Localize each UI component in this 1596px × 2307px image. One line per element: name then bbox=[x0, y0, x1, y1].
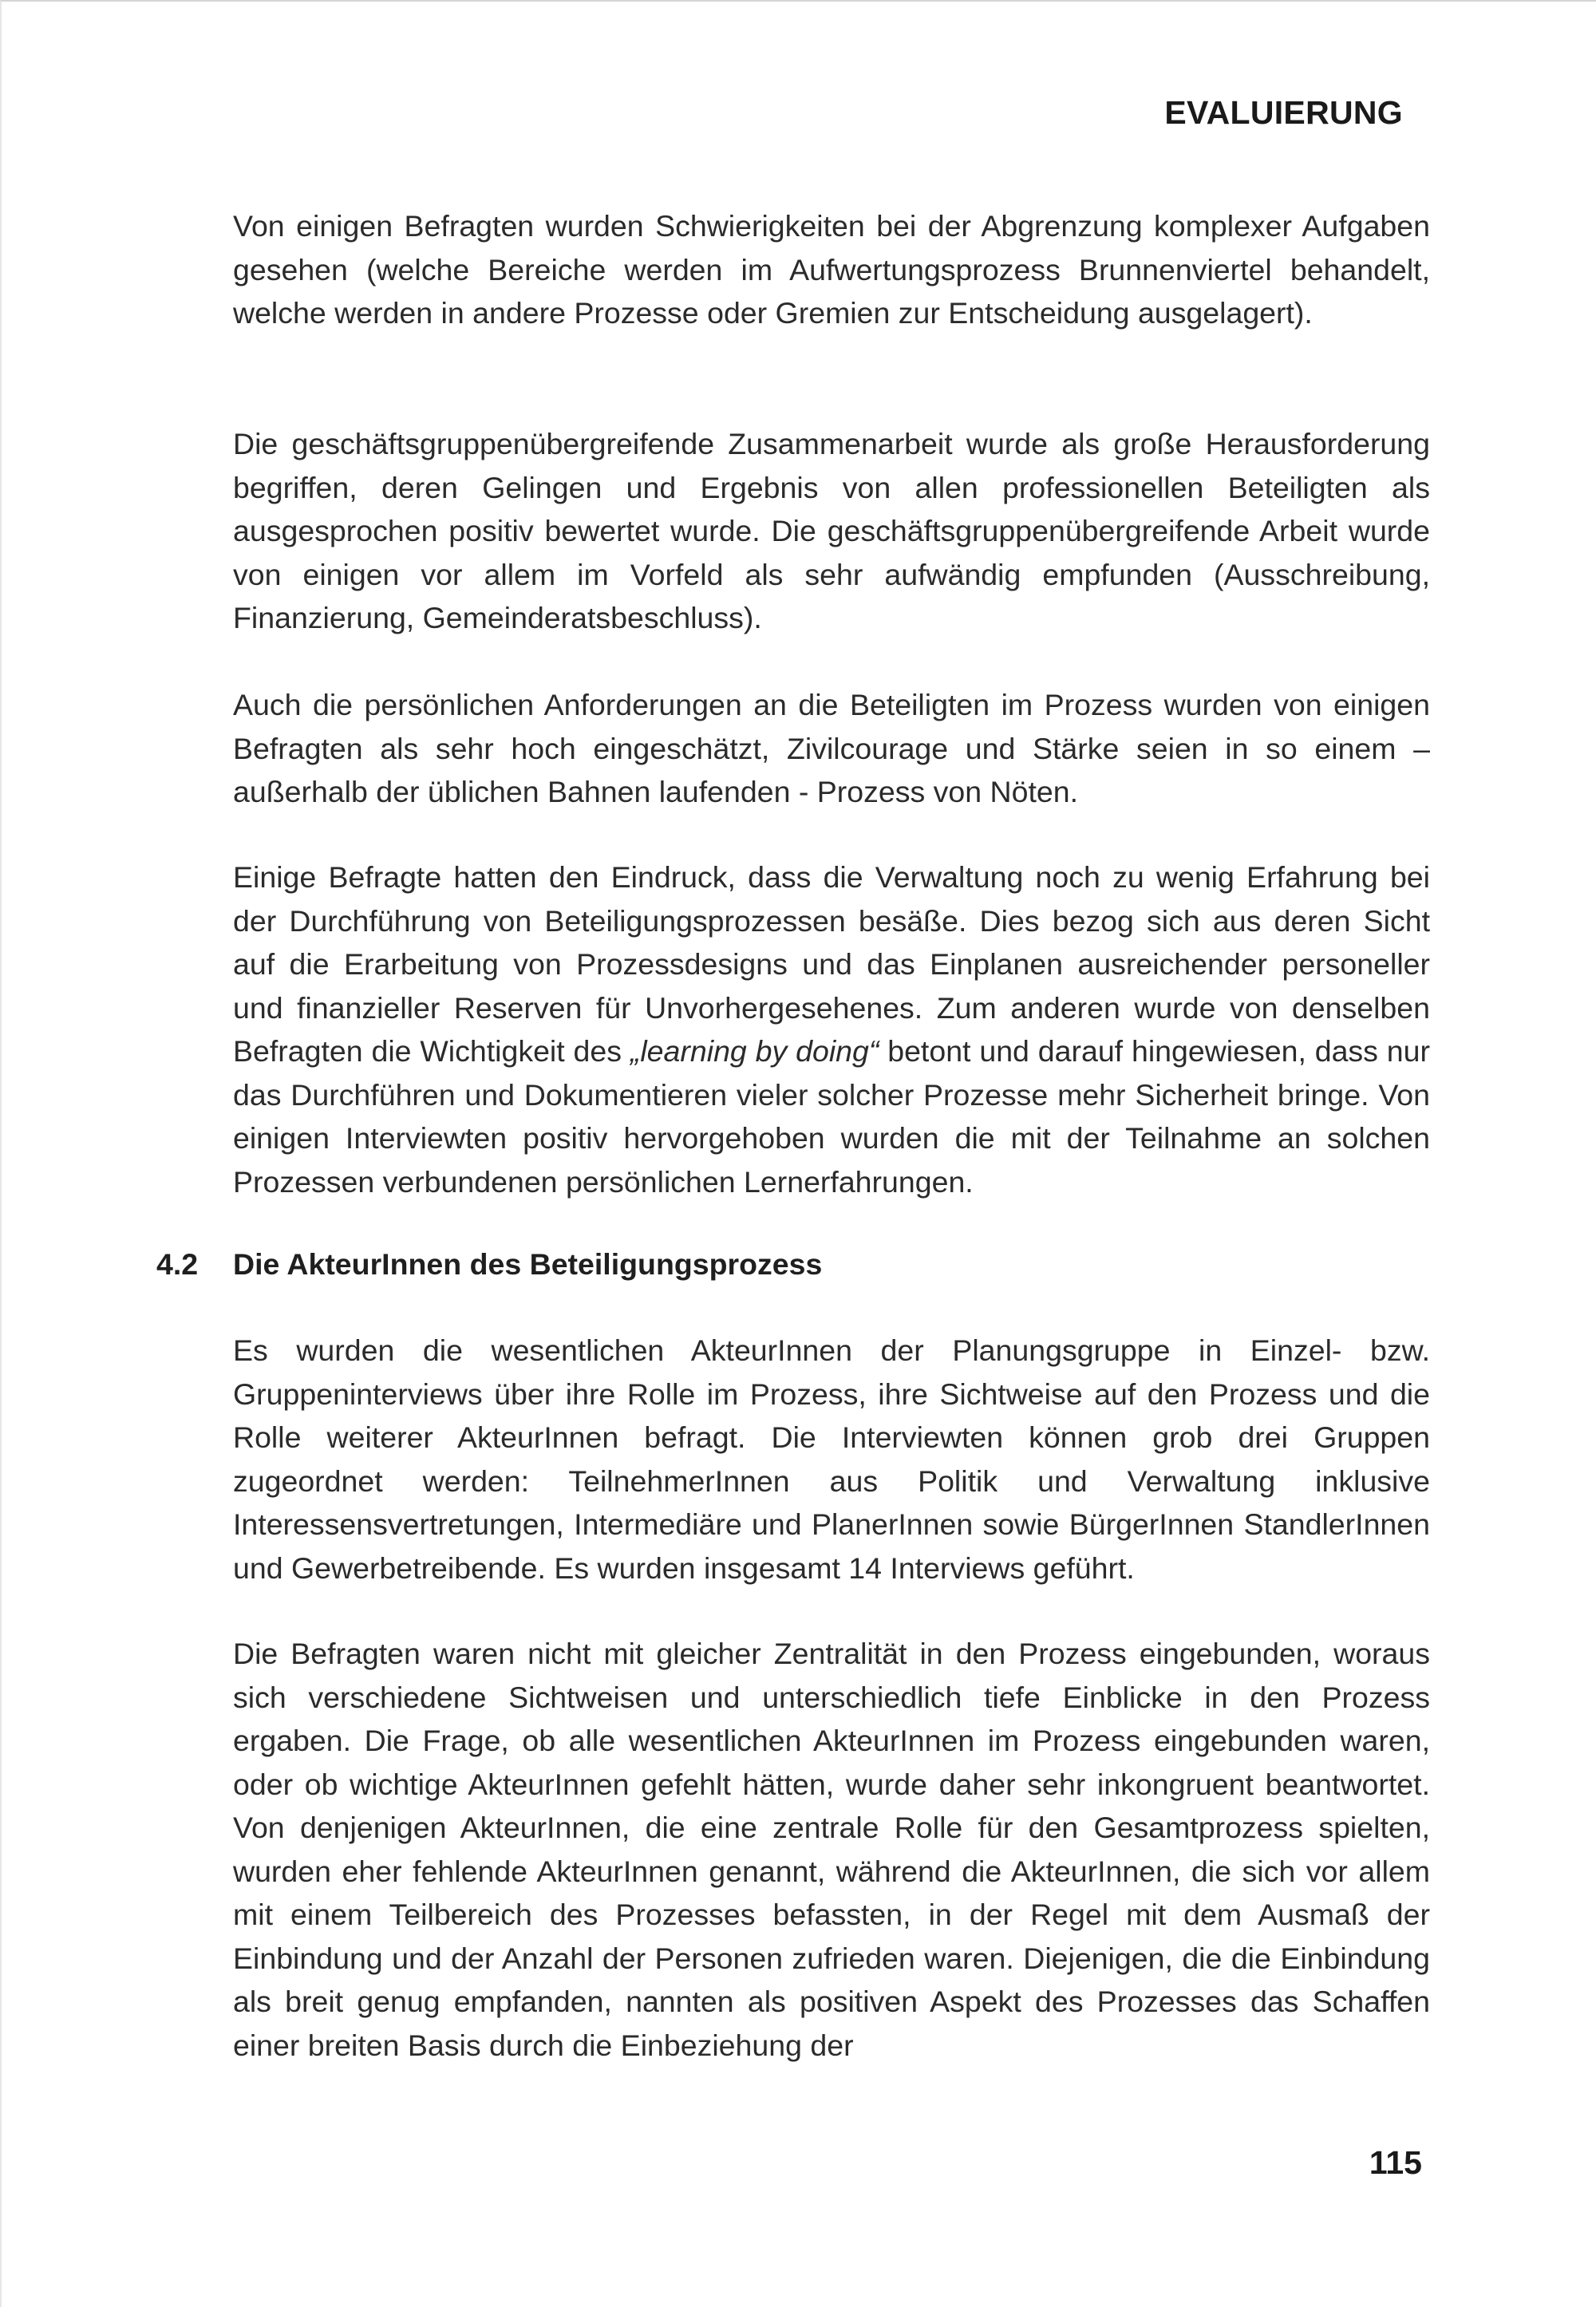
paragraph-abgrenzung bbox=[233, 204, 1430, 335]
paragraph-text: Auch die persönlichen Anforderungen an die Beteiligten im Prozess wurden von einigen Befragten als sehr hoch eingeschätzt, Zivilcourage und Stärke seien in so einem – außerhalb der üblichen Bahnen laufenden - Prozess von Nöten. bbox=[233, 688, 1430, 808]
paragraph-text-part: betont und darauf hingewiesen, dass nur das Durchführen und Dokumentieren vieler solcher Prozesse mehr Sicherheit bringe. Von einigen Interviewten positiv hervorgehoben wurden die mit der Teilnahme an solchen Prozessen verbundenen persönlichen Lernerfahrungen. bbox=[233, 1034, 1430, 1199]
paragraph-erfahrung bbox=[233, 855, 1430, 1203]
paragraph-text: Es wurden die wesentlichen AkteurInnen der Planungsgruppe in Einzel- bzw. Gruppeninterviews über ihre Rolle im Prozess, ihre Sichtweise auf den Prozess und die Rolle weiterer AkteurInnen befragt. Die Interviewten können grob drei Gruppen zugeordnet werden: TeilnehmerInnen aus Politik und Verwaltung inklusive Interessensvertretungen, Intermediäre und PlanerInnen sowie BürgerInnen StandlerInnen und Gewerbetreibende. Es wurden insgesamt 14 Interviews geführt. bbox=[233, 1333, 1430, 1585]
emphasis-learning-by-doing: „learning by doing“ bbox=[630, 1034, 879, 1068]
paragraph-zusammenarbeit bbox=[233, 422, 1430, 640]
paragraph-interviews bbox=[233, 1329, 1430, 1590]
paragraph-anforderungen bbox=[233, 683, 1430, 814]
running-header: EVALUIERUNG bbox=[1164, 94, 1403, 131]
paragraph-text bbox=[233, 855, 1430, 1203]
paragraph-text: Die geschäftsgruppenübergreifende Zusammenarbeit wurde als große Herausforderung begriffen, deren Gelingen und Ergebnis von allen professionellen Beteiligten als ausgesprochen positiv bewertet wurde. Die geschäftsgruppenübergreifende Arbeit wurde von einigen vor allem im Vorfeld als sehr aufwändig empfunden (Ausschreibung, Finanzierung, Gemeinderatsbeschluss). bbox=[233, 427, 1430, 634]
section-title: Die AkteurInnen des Beteiligungsprozess bbox=[233, 1247, 823, 1281]
section-number: 4.2 bbox=[156, 1247, 199, 1281]
paragraph-text-part: Einige Befragte hatten den Eindruck, dass die Verwaltung noch zu wenig Erfahrung bei der Durchführung von Beteiligungsprozessen besäße. Dies bezog sich aus deren Sicht auf die Erarbeitung von Prozessdesigns und das Einplanen ausreichender personeller und finanzieller Reserven für Unvorhergesehenes. Zum anderen wurde von denselben Befragten die Wichtigkeit des bbox=[233, 860, 1430, 1068]
paragraph-text: Die Befragten waren nicht mit gleicher Zentralität in den Prozess eingebunden, woraus sich verschiedene Sichtweisen und unterschiedlich tiefe Einblicke in den Prozess ergaben. Die Frage, ob alle wesentlichen AkteurInnen im Prozess eingebunden waren, oder ob wichtige AkteurInnen gefehlt hätten, wurde daher sehr inkongruent beantwortet. Von denjenigen AkteurInnen, die eine zentrale Rolle für den Gesamtprozess spielten, wurden eher fehlende AkteurInnen genannt, während die AkteurInnen, die sich vor allem mit einem Teilbereich des Prozesses befassten, in der Regel mit dem Ausmaß der Einbindung und der Anzahl der Personen zufrieden waren. Diejenigen, die die Einbindung als breit genug empfanden, nannten als positiven Aspekt des Prozesses das Schaffen einer breiten Basis durch die Einbeziehung der bbox=[233, 1637, 1430, 2062]
page-number: 115 bbox=[1369, 2144, 1422, 2181]
section-heading bbox=[156, 1247, 822, 1282]
paragraph-zentralitaet bbox=[233, 1632, 1430, 2067]
paragraph-text: Von einigen Befragten wurden Schwierigkeiten bei der Abgrenzung komplexer Aufgaben gesehen (welche Bereiche werden im Aufwertungsprozess Brunnenviertel behandelt, welche werden in andere Prozesse oder Gremien zur Entscheidung ausgelagert). bbox=[233, 209, 1430, 330]
